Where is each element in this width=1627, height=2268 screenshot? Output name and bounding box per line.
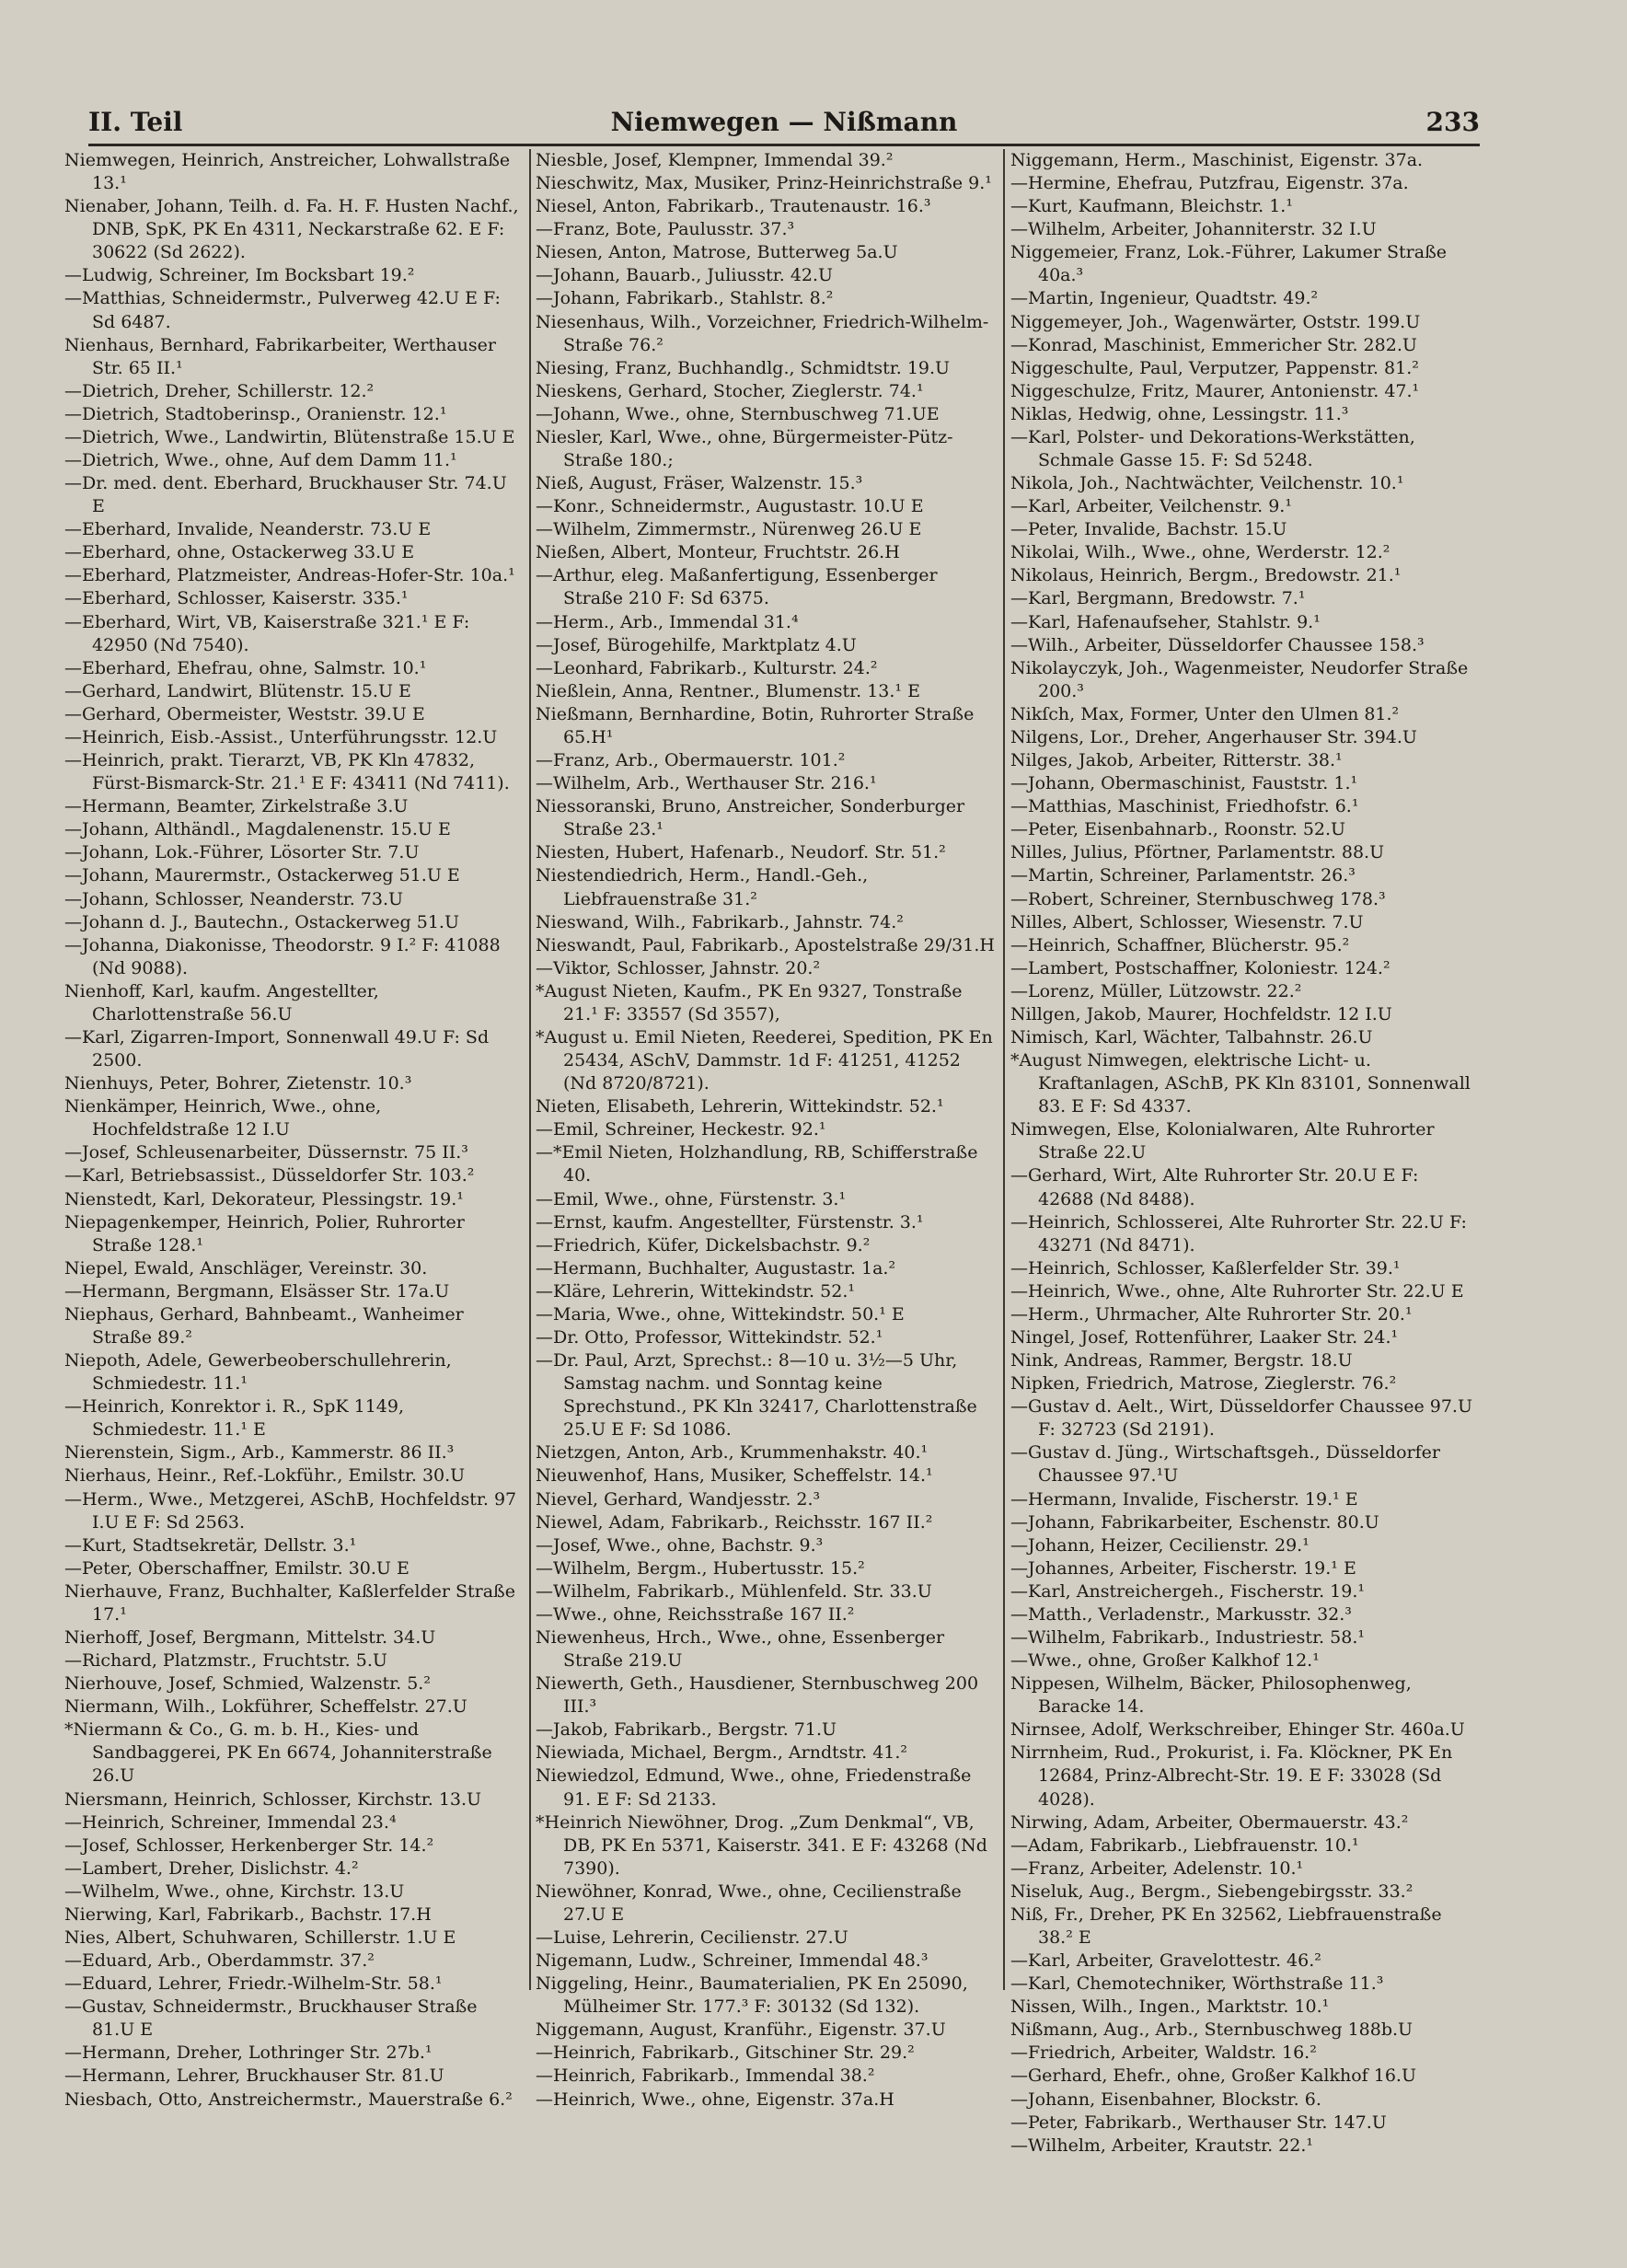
directory-entry: Niesble, Josef, Klempner, Immendal 39.² [536,150,894,170]
directory-entry: —Wilhelm, Fabrikarb., Mühlenfeld. Str. 33.U [536,1580,932,1602]
directory-entry: —Karl, Bergmann, Bredowstr. 7.¹ [1010,588,1306,609]
directory-entry: Niemwegen, Heinrich, Anstreicher, Lohwallstraße 13.¹ [64,150,511,194]
directory-entry: Nies, Albert, Schuhwaren, Schillerstr. 1.U E [64,1927,456,1949]
directory-entry: —Peter, Eisenbahnarb., Roonstr. 52.U [1010,819,1346,840]
directory-entry: —Jakob, Fabrikarb., Bergstr. 71.U [536,1719,837,1741]
directory-entry: —Heinrich, Schaffner, Blücherstr. 95.² [1010,934,1350,955]
directory-entry: —Herm., Arb., Immendal 31.⁴ [536,611,799,632]
directory-entry: —Martin, Ingenieur, Quadtstr. 49.² [1010,288,1319,309]
directory-entry: —Heinrich, Eisb.-Assist., Unterführungsstr. 12.U [64,726,498,747]
directory-entry: —Kurt, Kaufmann, Bleichstr. 1.¹ [1010,196,1293,217]
directory-entry: Niewiada, Michael, Bergm., Arndtstr. 41.² [536,1742,908,1764]
directory-entry: Nink, Andreas, Rammer, Bergstr. 18.U [1010,1350,1353,1371]
column-divider [529,149,531,1990]
column-3 [1010,149,1477,2174]
directory-entry: Niestendiedrich, Herm., Handl.-Geh., Liebfrauenstraße 31.² [536,865,869,909]
page-header [88,103,1480,146]
section-label: II. Teil [88,107,183,137]
directory-entry: —Dr. Paul, Arzt, Sprechst.: 8—10 u. 3½—5 Uhr, Samstag nachm. und Sonntag keine Sprechstund., PK Kln 32417, Charlottenstraße 25.U E F: Sd 1086. [536,1350,977,1441]
directory-entry: —Eberhard, Schlosser, Kaiserstr. 335.¹ [64,588,409,609]
directory-entry: Niepel, Ewald, Anschläger, Vereinstr. 30. [64,1257,428,1279]
directory-entry: —Johann d. J., Bautechn., Ostackerweg 51.U [64,911,459,932]
directory-entry: —Heinrich, Konrektor i. R., SpK 1149, Schmiedestr. 11.¹ E [64,1396,405,1441]
directory-entry: —Franz, Arb., Obermauerstr. 101.² [536,750,846,771]
directory-entry: Niewenheus, Hrch., Wwe., ohne, Essenberger Straße 219.U [536,1627,945,1672]
directory-entry: —Gerhard, Wirt, Alte Ruhrorter Str. 20.U E F: 42688 (Nd 8488). [1010,1165,1419,1209]
directory-entry: —Dr. med. dent. Eberhard, Bruckhauser Str. 74.U E [64,473,507,517]
directory-entry: —Friedrich, Küfer, Dickelsbachstr. 9.² [536,1234,871,1256]
directory-entry: Niggeschulze, Fritz, Maurer, Antonienstr. 47.¹ [1010,380,1420,401]
directory-entry: —Heinrich, Wwe., ohne, Eigenstr. 37a.H [536,2089,894,2110]
directory-entry: Niggeschulte, Paul, Verputzer, Pappenstr. 81.² [1010,357,1419,378]
directory-entry: —Heinrich, Wwe., ohne, Alte Ruhrorter Str. 22.U E [1010,1280,1464,1302]
directory-entry: Niessoranski, Bruno, Anstreicher, Sonderburger Straße 23.¹ [536,796,965,840]
directory-entry: Nierhouve, Josef, Schmied, Walzenstr. 5.² [64,1673,431,1695]
directory-entry: —Johann, Althändl., Magdalenenstr. 15.U E [64,819,451,840]
directory-entry: —Hermann, Lehrer, Bruckhauser Str. 81.U [64,2066,444,2087]
directory-entry: —Karl, Chemotechniker, Wörthstraße 11.³ [1010,1973,1384,1995]
directory-entry: —Peter, Invalide, Bachstr. 15.U [1010,519,1287,540]
directory-entry: Nipken, Friedrich, Matrose, Zieglerstr. 76.² [1010,1373,1397,1394]
directory-entry: —Viktor, Schlosser, Jahnstr. 20.² [536,957,821,978]
directory-entry: Nieß, August, Fräser, Walzenstr. 15.³ [536,473,863,494]
directory-entry: —Josef, Schlosser, Herkenberger Str. 14.² [64,1834,434,1856]
directory-entry: —Franz, Arbeiter, Adelenstr. 10.¹ [1010,1857,1304,1879]
directory-entry: Nieten, Elisabeth, Lehrerin, Wittekindstr. 52.¹ [536,1096,944,1117]
directory-entry: Nieschwitz, Max, Musiker, Prinz-Heinrichstraße 9.¹ [536,173,992,194]
directory-entry: —Herm., Wwe., Metzgerei, ASchB, Hochfeldstr. 97 I.U E F: Sd 2563. [64,1488,517,1533]
page-number: 233 [1425,107,1480,137]
directory-entry: —Robert, Schreiner, Sternbuschweg 178.³ [1010,888,1386,909]
directory-entry: —Heinrich, Schreiner, Immendal 23.⁴ [64,1811,397,1833]
directory-entry: —Heinrich, Fabrikarb., Immendal 38.² [536,2066,875,2087]
directory-entry: —Gustav, Schneidermstr., Bruckhauser Straße 81.U E [64,1996,478,2041]
directory-entry: Niermann, Wilh., Lokführer, Scheffelstr. 27.U [64,1696,467,1718]
directory-entry: Niesler, Karl, Wwe., ohne, Bürgermeister-Pütz-Straße 180.; [536,426,953,471]
directory-entry: Niß, Fr., Dreher, PK En 32562, Liebfrauenstraße 38.² E [1010,1904,1442,1949]
directory-entry: —Kläre, Lehrerin, Wittekindstr. 52.¹ [536,1280,855,1302]
directory-entry: Niggemann, Herm., Maschinist, Eigenstr. 37a. [1010,150,1424,170]
directory-entry: —Leonhard, Fabrikarb., Kulturstr. 24.² [536,657,878,678]
directory-entry: Nierenstein, Sigm., Arb., Kammerstr. 86 II.³ [64,1442,455,1464]
directory-entry: —Ernst, kaufm. Angestellter, Fürstenstr. 3.¹ [536,1211,924,1232]
directory-entry: Nillgen, Jakob, Maurer, Hochfeldstr. 12 I.U [1010,1003,1392,1024]
directory-entry: Niewiedzol, Edmund, Wwe., ohne, Friedenstraße 91. E F: Sd 2133. [536,1765,972,1810]
directory-entry: —Eberhard, Platzmeister, Andreas-Hofer-Str. 10a.¹ [64,565,515,586]
directory-entry: Nikolaus, Heinrich, Bergm., Bredowstr. 21.¹ [1010,565,1402,586]
directory-entry: Nienhoff, Karl, kaufm. Angestellter, Charlottenstraße 56.U [64,980,379,1024]
directory-entry: Nießlein, Anna, Rentner., Blumenstr. 13.¹ E [536,680,920,701]
directory-entry: *August Nieten, Kaufm., PK En 9327, Tonstraße 21.¹ F: 33557 (Sd 3557), [536,980,963,1024]
directory-entry: —Konr., Schneidermstr., Augustastr. 10.U E [536,496,924,517]
directory-entry: —Heinrich, Schlosserei, Alte Ruhrorter Str. 22.U F: 43271 (Nd 8471). [1010,1211,1467,1256]
directory-entry: Nießmann, Bernhardine, Botin, Ruhrorter Straße 65.H¹ [536,703,975,747]
directory-entry: —Johann, Wwe., ohne, Sternbuschweg 71.UE [536,403,940,424]
directory-entry: —Johann, Obermaschinist, Fauststr. 1.¹ [1010,773,1358,794]
directory-entry: —Johann, Bauarb., Juliusstr. 42.U [536,265,834,286]
directory-entry: Nißmann, Aug., Arb., Sternbuschweg 188b.U [1010,2019,1414,2041]
directory-entry: Nirnsee, Adolf, Werkschreiber, Ehinger Str. 460a.U [1010,1719,1465,1741]
directory-entry: —Johann, Schlosser, Neanderstr. 73.U [64,888,404,909]
directory-entry: —Johann, Lok.-Führer, Lösorter Str. 7.U [64,842,420,863]
directory-entry: —Eduard, Lehrer, Friedr.-Wilhelm-Str. 58.¹ [64,1973,443,1995]
directory-entry: —Wilhelm, Wwe., ohne, Kirchstr. 13.U [64,1880,405,1902]
directory-entry: —Wilhelm, Bergm., Hubertusstr. 15.² [536,1557,865,1579]
directory-entry: Niklas, Hedwig, ohne, Lessingstr. 11.³ [1010,403,1349,424]
directory-entry: —Wilhelm, Zimmermstr., Nürenweg 26.U E [536,519,922,540]
directory-entry: —Heinrich, Fabrikarb., Gitschiner Str. 29.² [536,2042,915,2064]
directory-entry: —Wilhelm, Arbeiter, Johanniterstr. 32 I.U [1010,219,1377,240]
directory-entry: —Gustav d. Jüng., Wirtschaftsgeh., Düsseldorfer Chaussee 97.¹U [1010,1442,1440,1487]
directory-entry: Niseluk, Aug., Bergm., Siebengebirgsstr. 33.² [1010,1880,1414,1902]
directory-entry: Nieuwenhof, Hans, Musiker, Scheffelstr. 14.¹ [536,1465,933,1487]
directory-entry: Niepoth, Adele, Gewerbeoberschullehrerin, Schmiedestr. 11.¹ [64,1350,452,1394]
directory-entry: —Hermann, Dreher, Lothringer Str. 27b.¹ [64,2042,433,2064]
column-1 [64,149,522,2174]
directory-entry: —Peter, Oberschaffner, Emilstr. 30.U E [64,1557,410,1579]
directory-entry: —Karl, Zigarren-Import, Sonnenwall 49.U F: Sd 2500. [64,1026,490,1071]
directory-entry: —Arthur, eleg. Maßanfertigung, Essenberger Straße 210 F: Sd 6375. [536,565,938,609]
directory-entry: *August Nimwegen, elektrische Licht- u. Kraftanlagen, ASchB, PK Kln 83101, Sonnenwall 83. E F: Sd 4337. [1010,1050,1471,1117]
directory-entry: —Eberhard, Wirt, VB, Kaiserstraße 321.¹ E F: 42950 (Nd 7540). [64,611,470,655]
directory-entry: —Johann, Maurermstr., Ostackerweg 51.U E [64,865,460,886]
directory-entry: Nienhuys, Peter, Bohrer, Zietenstr. 10.³ [64,1073,412,1094]
directory-entry: Niewerth, Geth., Hausdiener, Sternbuschweg 200 III.³ [536,1673,979,1718]
directory-entry: —Eberhard, Ehefrau, ohne, Salmstr. 10.¹ [64,657,427,678]
directory-entry: —Dietrich, Wwe., Landwirtin, Blütenstraße 15.U E [64,426,515,447]
directory-entry: Nieswandt, Paul, Fabrikarb., Apostelstraße 29/31.H [536,934,995,955]
directory-entry: —Wilhelm, Arb., Werthauser Str. 216.¹ [536,773,877,794]
directory-entry: —Dr. Otto, Professor, Wittekindstr. 52.¹ [536,1326,883,1348]
directory-entry: —Dietrich, Stadtoberinsp., Oranienstr. 12.¹ [64,403,447,424]
directory-entry: —Eberhard, Invalide, Neanderstr. 73.U E [64,519,432,540]
directory-entry: —Heinrich, prakt. Tierarzt, VB, PK Kln 47832, Fürst-Bismarck-Str. 21.¹ E F: 43411 (Nd 7411). [64,750,510,794]
directory-entry: —Gerhard, Landwirt, Blütenstr. 15.U E [64,680,411,701]
directory-entry: —Eberhard, ohne, Ostackerweg 33.U E [64,542,415,563]
directory-entry: —Martin, Schreiner, Parlamentstr. 26.³ [1010,865,1356,886]
directory-entry: Niersmann, Heinrich, Schlosser, Kirchstr. 13.U [64,1788,482,1810]
directory-entry: Nimwegen, Else, Kolonialwaren, Alte Ruhrorter Straße 22.U [1010,1119,1435,1163]
directory-entry: Nissen, Wilh., Ingen., Marktstr. 10.¹ [1010,1996,1330,2018]
directory-entry: Nienaber, Johann, Teilh. d. Fa. H. F. Husten Nachf., DNB, SpK, PK En 4311, Neckarstraße 62. E F: 30622 (Sd 2622). [64,196,519,263]
directory-entry: —Johann, Fabrikarbeiter, Eschenstr. 80.U [1010,1511,1379,1533]
directory-entry: —Gerhard, Ehefr., ohne, Großer Kalkhof 16.U [1010,2066,1416,2087]
directory-entry: —Josef, Wwe., ohne, Bachstr. 9.³ [536,1534,824,1556]
directory-entry: —Josef, Bürogehilfe, Marktplatz 4.U [536,634,857,655]
directory-entry: *Niermann & Co., G. m. b. H., Kies- und Sandbaggerei, PK En 6674, Johanniterstraße 26.U [64,1719,492,1787]
directory-entry: —Kurt, Stadtsekretär, Dellstr. 3.¹ [64,1534,357,1556]
directory-entry: —Dietrich, Wwe., ohne, Auf dem Damm 11.¹ [64,450,457,471]
directory-entry: Nimisch, Karl, Wächter, Talbahnstr. 26.U [1010,1026,1373,1047]
directory-entry: —Dietrich, Dreher, Schillerstr. 12.² [64,380,375,401]
directory-entry: Nigemann, Ludw., Schreiner, Immendal 48.³ [536,1950,929,1972]
directory-entry: Nierhoff, Josef, Bergmann, Mittelstr. 34.U [64,1627,436,1648]
directory-entry: —Ludwig, Schreiner, Im Bocksbart 19.² [64,265,415,286]
directory-entry: Niggeling, Heinr., Baumaterialien, PK En 25090, Mülheimer Str. 177.³ F: 30132 (Sd 132). [536,1973,968,2018]
directory-entry: —Hermann, Buchhalter, Augustastr. 1a.² [536,1257,896,1279]
directory-entry: Ningel, Josef, Rottenführer, Laaker Str. 24.¹ [1010,1326,1399,1348]
directory-entry: Niesing, Franz, Buchhandlg., Schmidtstr. 19.U [536,357,951,378]
directory-entry: —Karl, Arbeiter, Veilchenstr. 9.¹ [1010,496,1292,517]
directory-entry: —Wwe., ohne, Reichsstraße 167 II.² [536,1603,855,1625]
directory-entry: Nienstedt, Karl, Dekorateur, Plessingstr. 19.¹ [64,1188,464,1209]
directory-entry: Nippesen, Wilhelm, Bäcker, Philosophenweg, Baracke 14. [1010,1673,1412,1718]
directory-entry: —Wwe., ohne, Großer Kalkhof 12.¹ [1010,1650,1320,1672]
directory-entry: —Matthias, Schneidermstr., Pulverweg 42.U E F: Sd 6487. [64,288,501,332]
directory-entry: —Matth., Verladenstr., Markusstr. 32.³ [1010,1603,1352,1625]
directory-entry: Niesel, Anton, Fabrikarb., Trautenaustr. 16.³ [536,196,931,217]
directory-entry: —Hermine, Ehefrau, Putzfrau, Eigenstr. 37a. [1010,173,1409,194]
column-2 [536,149,996,2174]
directory-entry: —Maria, Wwe., ohne, Wittekindstr. 50.¹ E [536,1303,905,1325]
directory-entry: *Heinrich Niewöhner, Drog. „Zum Denkmal“, VB, DB, PK En 5371, Kaiserstr. 341. E F: 43268 (Nd 7390). [536,1811,987,1879]
directory-entry: Niggemann, August, Kranführ., Eigenstr. 37.U [536,2019,946,2041]
directory-entry: Nikolai, Wilh., Wwe., ohne, Werderstr. 12.² [1010,542,1390,563]
directory-entry: Nierhauve, Franz, Buchhalter, Kaßlerfelder Straße 17.¹ [64,1580,515,1625]
directory-entry: Niesbach, Otto, Anstreichermstr., Mauerstraße 6.² [64,2089,513,2110]
directory-entry: —Richard, Platzmstr., Fruchtstr. 5.U [64,1650,387,1672]
directory-entry: —Luise, Lehrerin, Cecilienstr. 27.U [536,1927,848,1949]
directory-entry: —Johann, Heizer, Cecilienstr. 29.¹ [1010,1534,1310,1556]
directory-entry: —Lambert, Postschaffner, Koloniestr. 124.² [1010,957,1390,978]
directory-entry: Nieswand, Wilh., Fabrikarb., Jahnstr. 74.² [536,911,904,932]
directory-entry: —Emil, Wwe., ohne, Fürstenstr. 3.¹ [536,1188,847,1209]
directory-entry: Nilgens, Lor., Dreher, Angerhauser Str. 394.U [1010,726,1417,747]
directory-entry: Nießen, Albert, Monteur, Fruchtstr. 26.H [536,542,900,563]
directory-entry: Niesten, Hubert, Hafenarb., Neudorf. Str. 51.² [536,842,946,863]
directory-entry: —Hermann, Beamter, Zirkelstraße 3.U [64,796,409,817]
directory-entry: —Friedrich, Arbeiter, Waldstr. 16.² [1010,2042,1317,2064]
directory-entry: —Johanna, Diakonisse, Theodorstr. 9 I.² F: 41088 (Nd 9088). [64,934,501,978]
directory-entry: —Karl, Polster- und Dekorations-Werkstätten, Schmale Gasse 15. F: Sd 5248. [1010,426,1415,471]
directory-entry: Nilles, Albert, Schlosser, Wiesenstr. 7.U [1010,911,1364,932]
directory-entry: —Herm., Uhrmacher, Alte Ruhrorter Str. 20.¹ [1010,1303,1413,1325]
column-divider [1003,149,1005,1990]
directory-entry: Nievel, Gerhard, Wandjesstr. 2.³ [536,1488,821,1510]
directory-entry: —Karl, Anstreichergeh., Fischerstr. 19.¹ [1010,1580,1365,1602]
directory-entry: —Johannes, Arbeiter, Fischerstr. 19.¹ E [1010,1557,1356,1579]
directory-entry: *August u. Emil Nieten, Reederei, Spedition, PK En 25434, ASchV, Dammstr. 1d F: 41251, 41252 (Nd 8720/8721). [536,1026,993,1094]
directory-entry: Nierwing, Karl, Fabrikarb., Bachstr. 17.H [64,1904,432,1925]
directory-entry: Niepagenkemper, Heinrich, Polier, Ruhrorter Straße 128.¹ [64,1211,465,1256]
directory-entry: —Adam, Fabrikarb., Liebfrauenstr. 10.¹ [1010,1834,1359,1856]
directory-entry: Niggemeier, Franz, Lok.-Führer, Lakumer Straße 40a.³ [1010,242,1448,286]
directory-entry: —Matthias, Maschinist, Friedhofstr. 6.¹ [1010,796,1359,817]
directory-entry: Nikola, Joh., Nachtwächter, Veilchenstr. 10.¹ [1010,473,1404,494]
directory-entry: Nienhaus, Bernhard, Fabrikarbeiter, Werthauser Str. 65 II.¹ [64,334,496,378]
directory-entry: —Konrad, Maschinist, Emmericher Str. 282.U [1010,334,1417,355]
directory-entry: Niesenhaus, Wilh., Vorzeichner, Friedrich-Wilhelm-Straße 76.² [536,311,989,355]
directory-entry: Niewöhner, Konrad, Wwe., ohne, Cecilienstraße 27.U E [536,1880,962,1925]
directory-entry: —Lambert, Dreher, Dislichstr. 4.² [64,1857,359,1879]
directory-entry: Niephaus, Gerhard, Bahnbeamt., Wanheimer Straße 89.² [64,1303,464,1348]
directory-entry: Nirwing, Adam, Arbeiter, Obermauerstr. 43.² [1010,1811,1409,1833]
directory-entry: Nierhaus, Heinr., Ref.-Lokführ., Emilstr. 30.U [64,1465,466,1487]
directory-entry: Nilges, Jakob, Arbeiter, Ritterstr. 38.¹ [1010,750,1343,771]
directory-entry: —Josef, Schleusenarbeiter, Düssernstr. 75 II.³ [64,1142,468,1163]
directory-entry: —Peter, Fabrikarb., Werthauser Str. 147.U [1010,2112,1387,2133]
directory-entry: —Wilhelm, Arbeiter, Krautstr. 22.¹ [1010,2135,1314,2156]
directory-entry: —*Emil Nieten, Holzhandlung, RB, Schifferstraße 40. [536,1142,978,1186]
directory-entry: —Emil, Schreiner, Heckestr. 92.¹ [536,1119,826,1140]
directory-entry: —Eduard, Arb., Oberdammstr. 37.² [64,1950,375,1972]
directory-entry: Nieskens, Gerhard, Stocher, Zieglerstr. 74.¹ [536,380,924,401]
directory-entry: —Lorenz, Müller, Lützowstr. 22.² [1010,980,1302,1001]
directory-entry: Nilles, Julius, Pförtner, Parlamentstr. 88.U [1010,842,1385,863]
directory-entry: Niesen, Anton, Matrose, Butterweg 5a.U [536,242,898,263]
directory-entry: —Hermann, Invalide, Fischerstr. 19.¹ E [1010,1488,1358,1510]
directory-entry: Nikſch, Max, Former, Unter den Ulmen 81.² [1010,703,1400,724]
directory-entry: Nietzgen, Anton, Arb., Krummenhakstr. 40.¹ [536,1442,929,1464]
directory-entry: —Gerhard, Obermeister, Weststr. 39.U E [64,703,425,724]
directory-entry: —Johann, Eisenbahner, Blockstr. 6. [1010,2089,1321,2110]
directory-entry: —Franz, Bote, Paulusstr. 37.³ [536,219,795,240]
directory-entry: —Hermann, Bergmann, Elsässer Str. 17a.U [64,1280,450,1302]
directory-entry: Niggemeyer, Joh., Wagenwärter, Oststr. 199.U [1010,311,1421,332]
directory-entry: —Wilh., Arbeiter, Düsseldorfer Chaussee 158.³ [1010,634,1425,655]
directory-entry: —Karl, Betriebsassist., Düsseldorfer Str. 103.² [64,1165,475,1186]
directory-entry: —Karl, Arbeiter, Gravelottestr. 46.² [1010,1950,1321,1972]
running-title: Niemwegen — Nißmann [610,107,958,137]
directory-entry: —Karl, Hafenaufseher, Stahlstr. 9.¹ [1010,611,1321,632]
directory-entry: Niewel, Adam, Fabrikarb., Reichsstr. 167 II.² [536,1511,933,1533]
directory-entry: Nikolayczyk, Joh., Wagenmeister, Neudorfer Straße 200.³ [1010,657,1469,701]
directory-entry: —Gustav d. Aelt., Wirt, Düsseldorfer Chaussee 97.U F: 32723 (Sd 2191). [1010,1396,1472,1441]
directory-entry: —Wilhelm, Fabrikarb., Industriestr. 58.¹ [1010,1627,1365,1648]
directory-entry: —Heinrich, Schlosser, Kaßlerfelder Str. 39.¹ [1010,1257,1401,1279]
directory-entry: —Johann, Fabrikarb., Stahlstr. 8.² [536,288,834,309]
directory-entry: Nienkämper, Heinrich, Wwe., ohne, Hochfeldstraße 12 I.U [64,1096,382,1140]
directory-entry: Nirrnheim, Rud., Prokurist, i. Fa. Klöckner, PK En 12684, Prinz-Albrecht-Str. 19. E F: 33028 (Sd 4028). [1010,1742,1453,1810]
